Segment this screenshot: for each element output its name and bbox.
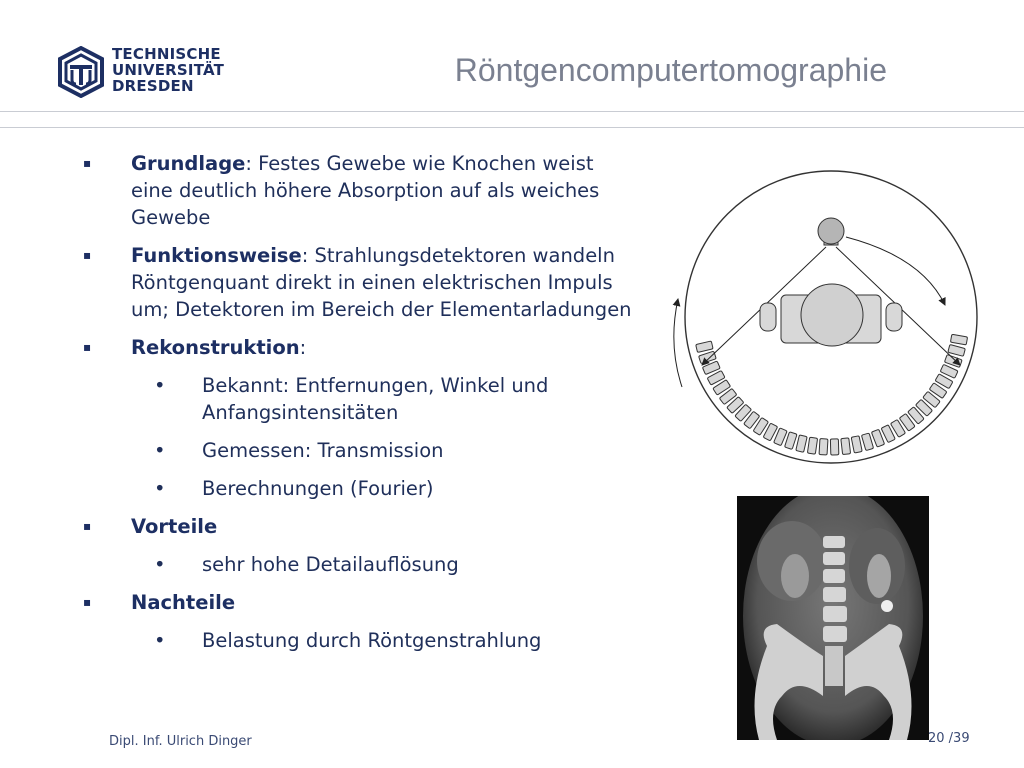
sub-bullet-text: Berechnungen (Fourier) (202, 477, 434, 500)
tu-dresden-emblem-icon (56, 46, 106, 98)
header-rule-top (0, 111, 1024, 112)
detector-segment (830, 439, 838, 455)
xray-source (818, 218, 844, 244)
detector-segment (796, 435, 807, 452)
sub-bullet-text: Belastung durch Röntgenstrahlung (202, 629, 542, 652)
patient-arm-right (886, 303, 902, 331)
sub-bullet-text: Bekannt: Entfernungen, Winkel und Anfangsintensitäten (202, 374, 549, 424)
logo-line-3: DRESDEN (112, 77, 194, 95)
logo-wordmark (112, 46, 224, 94)
footer-author: Dipl. Inf. Ulrich Dinger (109, 734, 252, 749)
detector-segment (841, 438, 851, 455)
bullet-funktionsweise (78, 242, 638, 323)
bullet-term: Nachteile (131, 591, 236, 614)
ct-scan-graphic (737, 496, 929, 740)
sub-bullet (78, 372, 638, 426)
header-rule-bottom (0, 127, 1024, 128)
square-bullet-icon: ▪ (83, 156, 92, 170)
detector-array (696, 334, 968, 455)
sub-bullet (78, 475, 638, 502)
patient-head (801, 284, 863, 346)
detector-segment (699, 351, 717, 364)
bullet-term: Funktionsweise (131, 244, 302, 267)
bullet-term: Rekonstruktion (131, 336, 300, 359)
logo-line-2: UNIVERSITÄT (112, 61, 225, 79)
bullet-grundlage (78, 150, 638, 231)
bullet-rekonstruktion (78, 334, 638, 361)
detector-segment (785, 432, 798, 450)
bullet-term: Grundlage (131, 152, 246, 175)
sub-bullet-text: Gemessen: Transmission (202, 439, 444, 462)
detector-segment (861, 433, 873, 451)
ct-scan-image (737, 496, 929, 740)
detector-segment (851, 436, 862, 453)
sub-bullet (78, 551, 638, 578)
bullet-text: : (299, 336, 307, 359)
page-number: 20 /39 (928, 731, 970, 746)
detector-segment (948, 344, 966, 356)
slide-title: Röntgencomputertomographie (454, 52, 887, 88)
square-bullet-icon: ▪ (83, 519, 92, 533)
dot-bullet-icon: • (154, 439, 166, 462)
dot-bullet-icon: • (154, 629, 166, 652)
square-bullet-icon: ▪ (83, 595, 92, 609)
bullet-text: : Festes Gewebe wie Knochen weist eine deutlich höhere Absorption auf als weiches Gewebe (131, 152, 600, 229)
bullet-term: Vorteile (131, 515, 218, 538)
bullet-vorteile (78, 513, 638, 540)
patient-arm-left (760, 303, 776, 331)
bullet-nachteile (78, 589, 638, 616)
square-bullet-icon: ▪ (83, 248, 92, 262)
slide-content (78, 150, 638, 665)
bullet-text: : Strahlungsdetektoren wandeln Röntgenquant direkt in einen elektrischen Impuls um; Detektoren im Bereich der Elementarladungen (131, 244, 632, 321)
rotation-arrow-left (674, 299, 682, 387)
ct-scanner-diagram (660, 165, 1000, 475)
sub-bullet-text: sehr hohe Detailauflösung (202, 553, 459, 576)
logo-line-1: TECHNISCHE (112, 45, 221, 63)
square-bullet-icon: ▪ (83, 340, 92, 354)
tu-dresden-logo (56, 46, 226, 102)
detector-segment (696, 341, 713, 352)
sub-bullet (78, 627, 638, 654)
detector-segment (950, 334, 967, 345)
dot-bullet-icon: • (154, 374, 166, 397)
detector-segment (807, 437, 817, 454)
detector-segment (819, 439, 828, 455)
dot-bullet-icon: • (154, 477, 166, 500)
sub-bullet (78, 437, 638, 464)
dot-bullet-icon: • (154, 553, 166, 576)
